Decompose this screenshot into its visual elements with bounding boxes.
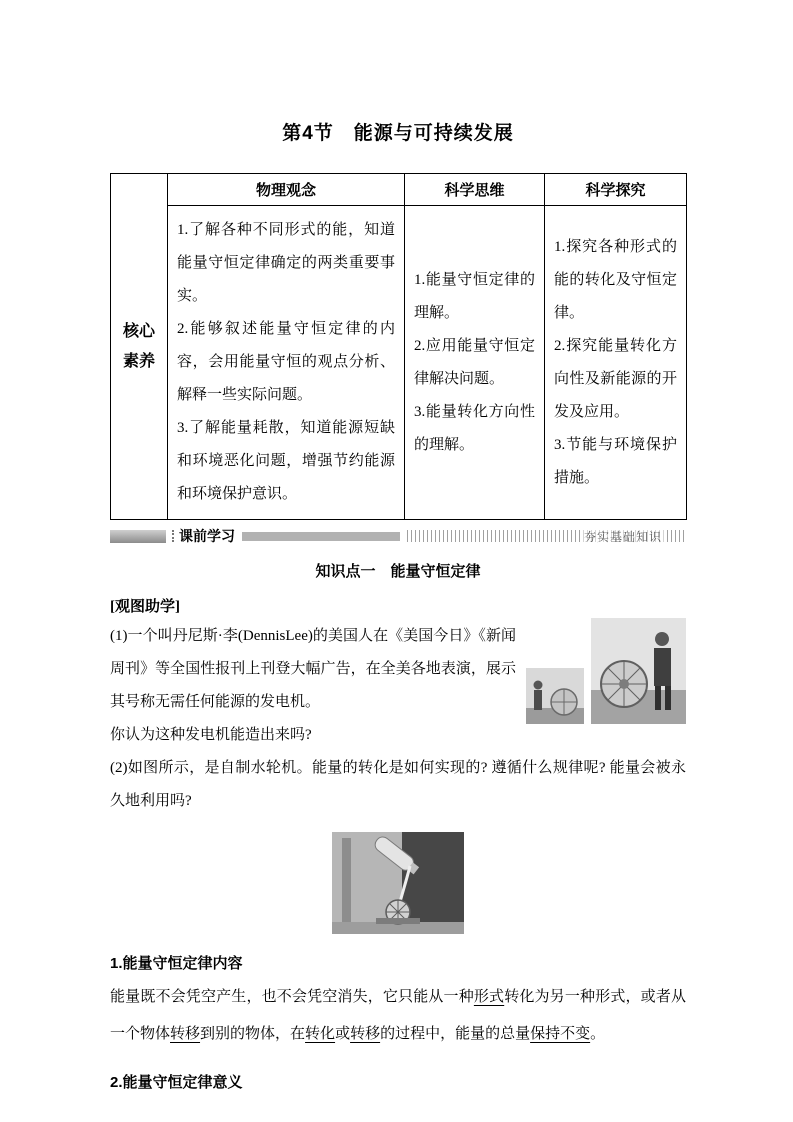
column-header-scientific-inquiry: 科学探究 <box>545 174 687 206</box>
inquiry-item: 3.节能与环境保护措施。 <box>554 436 677 486</box>
banner-gray-bar <box>242 532 400 541</box>
generator-photos-group <box>526 618 686 724</box>
heading-law-content: 1.能量守恒定律内容 <box>110 955 243 972</box>
guide-tag: [观图助学] <box>110 599 180 615</box>
law-segment: 的过程中，能量的总量 <box>380 1026 531 1042</box>
law-segment: 或 <box>335 1026 351 1042</box>
cell-physics-concepts <box>168 206 405 520</box>
concept-item: 3.了解能量耗散，知道能源短缺和环境恶化问题，增强节约能源和环境保护意识。 <box>177 420 395 502</box>
knowledge-point-heading: 知识点一 能量守恒定律 <box>315 564 481 580</box>
thinking-item: 2.应用能量守恒定律解决问题。 <box>414 337 535 387</box>
banner-dotted-tick <box>172 530 174 542</box>
underlined-term: 保持不变 <box>530 1026 591 1042</box>
underlined-term: 形式 <box>473 989 505 1005</box>
law-segment: 。 <box>590 1026 606 1042</box>
banner-stripe-pattern <box>407 530 686 542</box>
column-header-scientific-thinking: 科学思维 <box>405 174 545 206</box>
guide-paragraph-1: (1)一个叫丹尼斯·李(DennisLee)的美国人在《美国今日》《新闻周刊》等全国性报刊上刊登大幅广告，在全美各地表演，展示其号称无需任何能源的发电机。 <box>110 628 516 710</box>
energy-law-text <box>110 979 686 1053</box>
thinking-item: 3.能量转化方向性的理解。 <box>414 403 535 453</box>
table-body-row <box>111 206 687 520</box>
banner-right-text: 夯实基础知识 <box>583 530 662 544</box>
banner-label: 课前学习 <box>179 528 235 544</box>
row-header-core-literacy: 核心素养 <box>111 174 168 520</box>
waterwheel-figure <box>332 832 464 934</box>
homemade-waterwheel-photo <box>332 832 464 934</box>
document-page <box>110 0 686 1092</box>
banner-gradient-block <box>110 530 166 543</box>
table-header-row <box>111 174 687 206</box>
concept-item: 1.了解各种不同形式的能，知道能量守恒定律确定的两类重要事实。 <box>177 222 395 304</box>
guide-question-1: 你认为这种发电机能造出来吗? <box>110 727 312 743</box>
concept-item: 2.能够叙述能量守恒定律的内容，会用能量守恒的观点分析、解释一些实际问题。 <box>177 321 395 403</box>
generator-demo-photo <box>526 668 584 724</box>
underlined-term: 转移 <box>350 1026 381 1042</box>
cell-scientific-thinking <box>405 206 545 520</box>
section-banner-preclass <box>110 528 686 544</box>
inquiry-item: 2.探究能量转化方向性及新能源的开发及应用。 <box>554 337 677 420</box>
page-title: 第4节 能源与可持续发展 <box>282 123 514 144</box>
thinking-item: 1.能量守恒定律的理解。 <box>414 271 535 321</box>
column-header-physics-concepts: 物理观念 <box>168 174 405 206</box>
heading-law-significance: 2.能量守恒定律意义 <box>110 1074 243 1091</box>
law-segment: 能量既不会凭空产生，也不会凭空消失，它只能从一种 <box>110 989 474 1005</box>
law-segment: 转化为另一种形式，或者从一个物体 <box>110 989 686 1042</box>
inquiry-item: 1.探究各种形式的能的转化及守恒定律。 <box>554 238 677 321</box>
perpetual-generator-photo <box>591 618 686 724</box>
guide-paragraph-2: (2)如图所示，是自制水轮机。能量的转化是如何实现的? 遵循什么规律呢? 能量会被永久地利用吗? <box>110 760 686 809</box>
law-segment: 到别的物体，在 <box>200 1026 306 1042</box>
underlined-term: 转移 <box>170 1026 201 1042</box>
core-literacy-table <box>110 173 687 520</box>
underlined-term: 转化 <box>305 1026 336 1042</box>
cell-scientific-inquiry <box>545 206 687 520</box>
